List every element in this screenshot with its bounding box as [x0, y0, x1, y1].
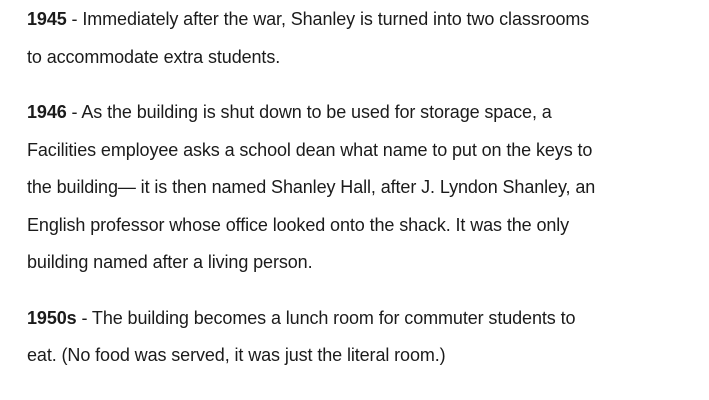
- entry-year: 1945: [27, 9, 67, 29]
- entry-text: the building— it is then named Shanley Hall, after J. Lyndon Shanley, an: [27, 177, 596, 197]
- entry-text: - As the building is shut down to be used for storage space, a: [66, 102, 552, 122]
- entry-year: 1946: [27, 102, 67, 122]
- entry-text: eat. (No food was served, it was just the literal room.): [27, 345, 446, 365]
- entry-text: - The building becomes a lunch room for commuter students to: [76, 307, 576, 328]
- timeline-entry-1946: [27, 94, 697, 282]
- entry-line: [27, 94, 697, 132]
- entry-text: English professor whose office looked onto the shack. It was the only: [27, 214, 570, 235]
- timeline: [27, 0, 697, 375]
- entry-text: Facilities employee asks a school dean what name to put on the keys to: [27, 139, 593, 160]
- entry-year: 1950s: [27, 307, 77, 328]
- timeline-entry-1950s: [27, 300, 697, 375]
- entry-text: to accommodate extra students.: [27, 46, 281, 67]
- entry-text: building named after a living person.: [27, 252, 313, 272]
- entry-line: [27, 1, 697, 39]
- entry-line: [27, 300, 697, 338]
- entry-text: - Immediately after the war, Shanley is turned into two classrooms: [66, 9, 590, 29]
- timeline-entry-1945: [27, 1, 697, 76]
